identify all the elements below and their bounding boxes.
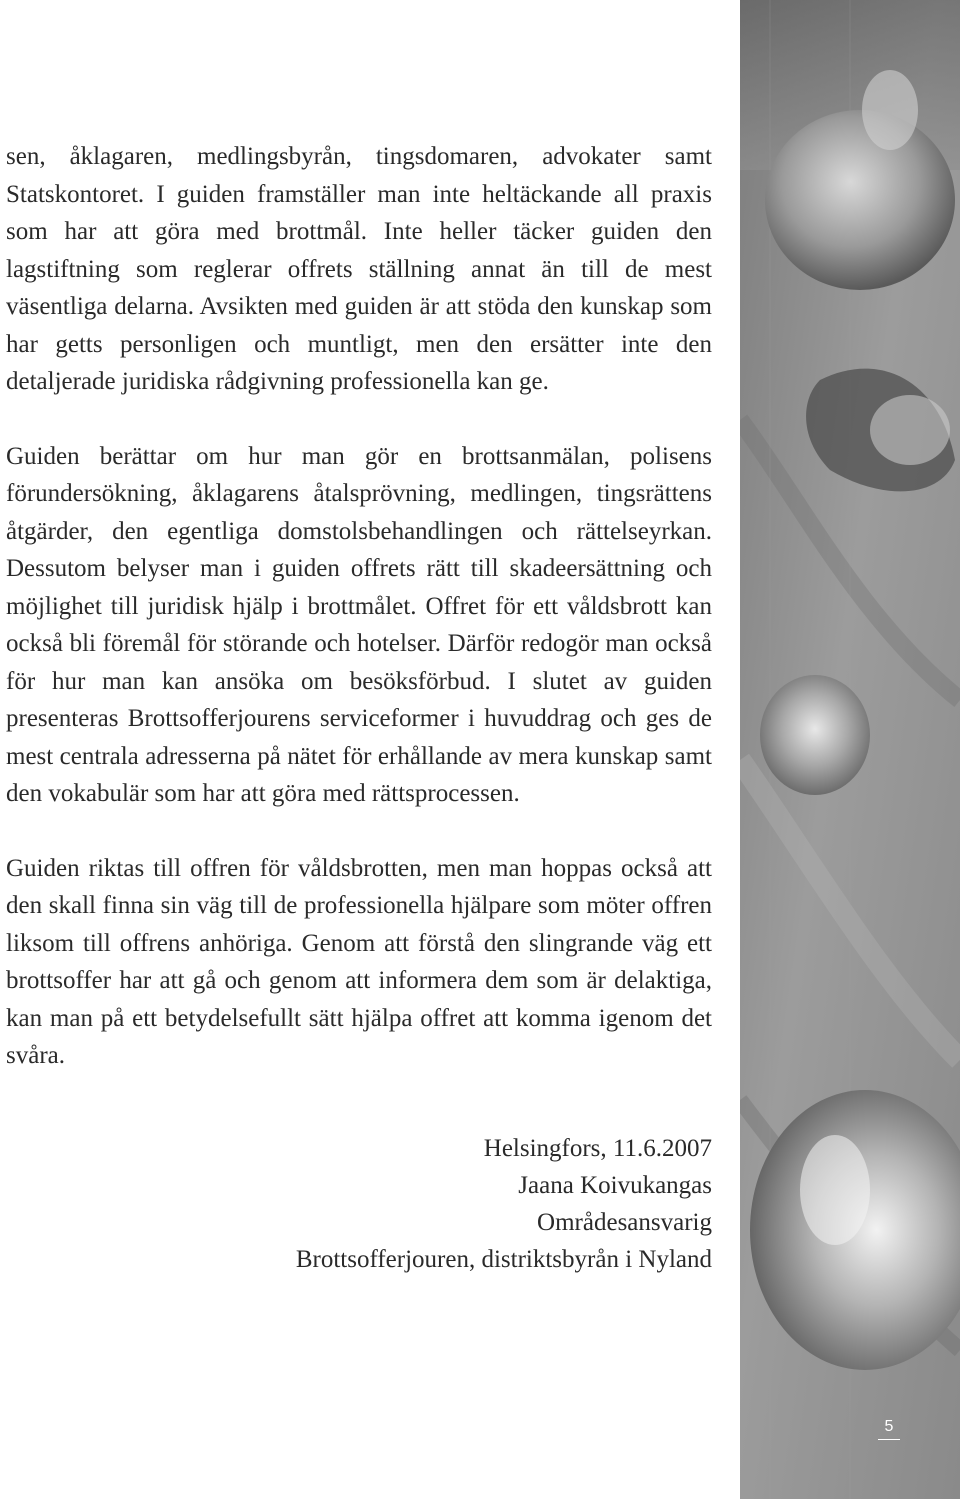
signature-place-date: Helsingfors, 11.6.2007 (483, 1134, 712, 1162)
paragraph-3: Guiden riktas till offren för våldsbrotten, men man hoppas också att den skall finna sin väg till de professionella hjälpare som möter offren liksom till offrens anhöriga. Genom att förstå den slingrande väg ett brottsoffer har att gå och genom att informera dem som är delaktiga, kan man på ett betydelsefullt sätt hjälpa offret att komma igenom det svåra. (6, 854, 712, 1069)
signature-block (6, 1130, 712, 1278)
signature-title: Områdesansvarig (537, 1208, 712, 1236)
body-text (6, 138, 712, 1278)
paragraph-1: sen, åklagaren, medlingsbyrån, tingsdomaren, advokater samt Statskontoret. I guiden framställer man inte heltäckande all praxis som har att göra med brottmål. Inte heller täcker guiden den lagstiftning som reglerar offrets ställning annat än till de mest väsentliga delarna. Avsikten med guiden är att stöda den kunskap som har getts personligen och muntligt, men den ersätter inte den detaljerade juridiska rådgivning professionella kan ge. (6, 143, 712, 395)
signature-organization: Brottsofferjouren, distriktsbyrån i Nyland (295, 1245, 712, 1273)
signature-name: Jaana Koivukangas (518, 1171, 712, 1199)
decorative-photo-water-drops (740, 0, 960, 1499)
paragraph-2: Guiden berättar om hur man gör en brottsanmälan, polisens förundersökning, åklagarens åtalsprövning, medlingen, tingsrättens åtgärder, den egentliga domstolsbehandlingen och rättelseyrkan. Dessutom belyser man i guiden offrets rätt till skadeersättning och möjlighet till juridisk hjälp i brottmålet. Offret för ett våldsbrott kan också bli föremål för störande och hotelser. Därför redogör man också för hur man kan ansöka om besöksförbud. I slutet av guiden presenteras Brottsofferjourens serviceformer i huvuddrag och ges de mest centrala adresserna på nätet för erhållande av mera kunskap samt den vokabulär som har att göra med rättsprocessen. (6, 442, 712, 807)
page-number: 5 (878, 1418, 900, 1440)
